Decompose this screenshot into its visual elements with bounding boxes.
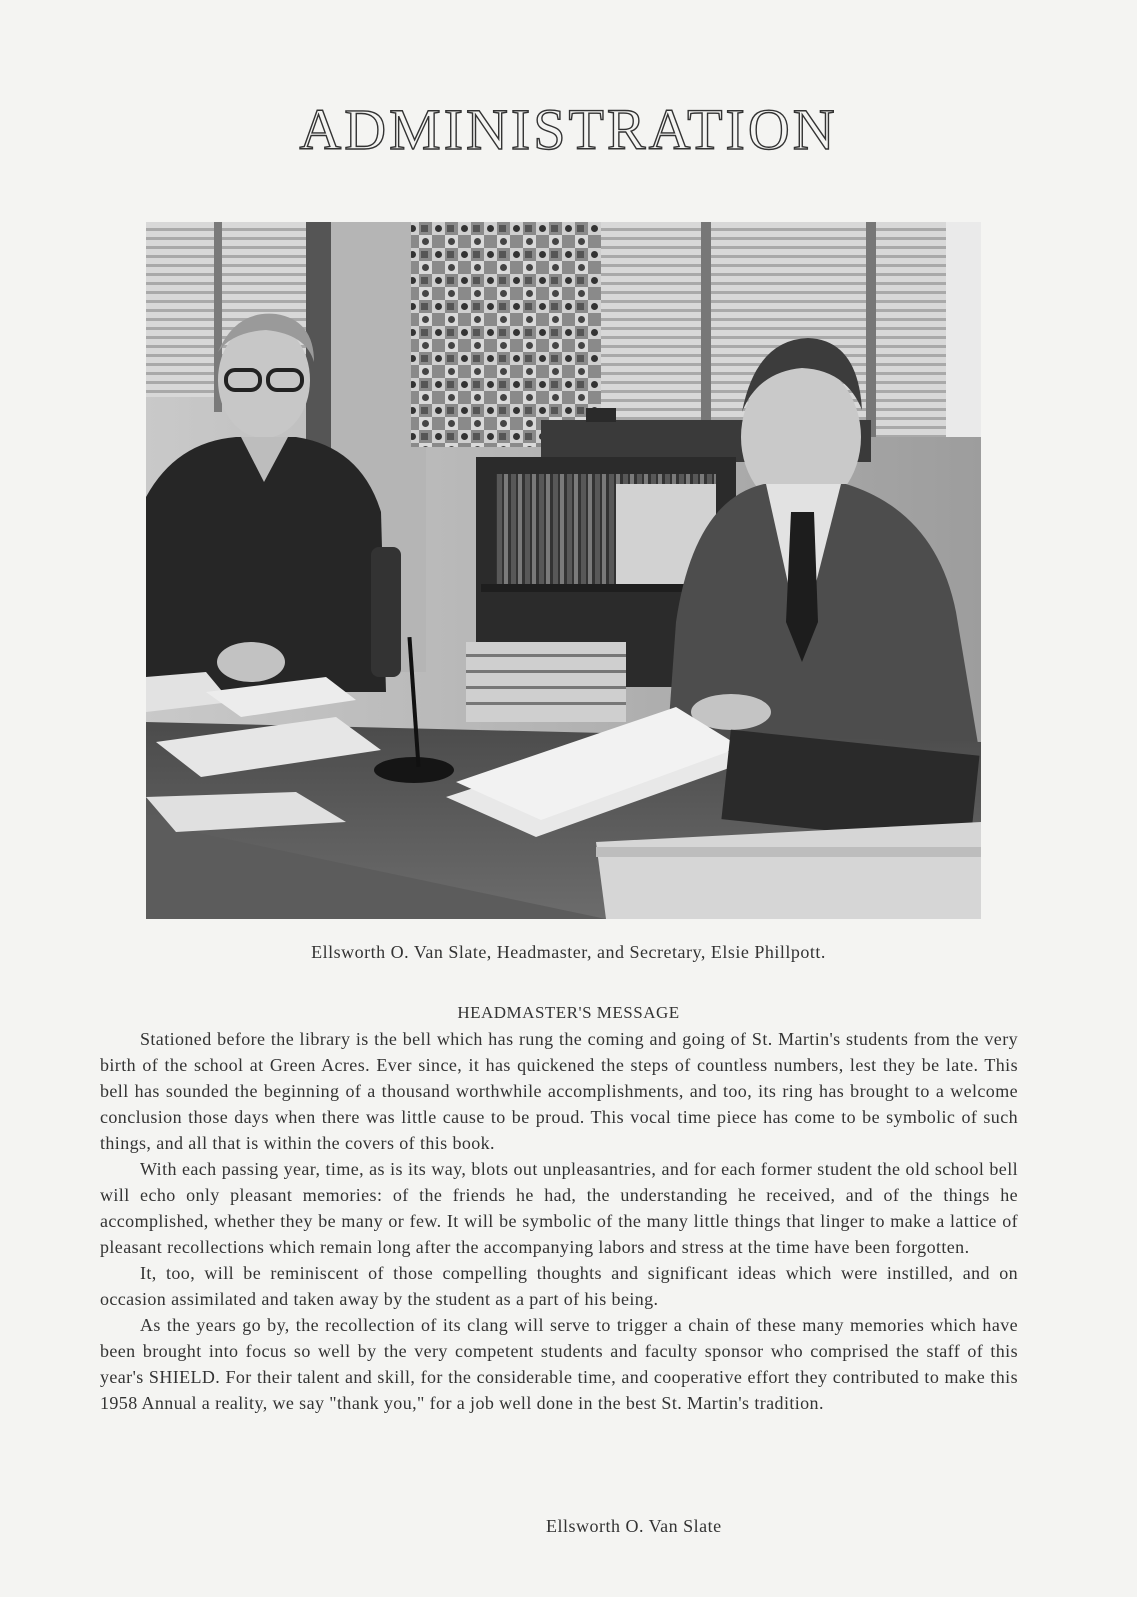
photograph-headmaster-and-secretary: [146, 222, 981, 919]
message-heading: HEADMASTER'S MESSAGE: [457, 1003, 680, 1022]
message-paragraph: Stationed before the library is the bell which has rung the coming and going of St. Martin's students from the very birth of the school at Green Acres. Ever since, it has quickened the steps of countless numbers, lest they be late. This bell has sounded the beginning of a thousand worthwhile accomplishments, and too, its ring has brought to a welcome conclusion those days when there was little cause to be proud. This vocal time piece has come to be symbolic of such things, and all that is within the covers of this book.: [100, 1029, 1018, 1153]
message-paragraph: With each passing year, time, as is its way, blots out unpleasantries, and for each former student the old school bell will echo only pleasant memories: of the friends he had, the understanding he received, and of the things he accomplished, whether they be many or few. It will be symbolic of the many little things that linger to make a lattice of pleasant recollections which remain long after the accompanying labors and stress at the time have been forgotten.: [100, 1159, 1018, 1257]
message-paragraph: It, too, will be reminiscent of those compelling thoughts and significant ideas which were instilled, and on occasion assimilated and taken away by the student as a part of his being.: [100, 1263, 1018, 1309]
message-body: [100, 1026, 1018, 1416]
photo-caption: Ellsworth O. Van Slate, Headmaster, and Secretary, Elsie Phillpott.: [311, 942, 826, 962]
page-title: ADMINISTRATION: [299, 96, 838, 162]
signature: Ellsworth O. Van Slate: [546, 1516, 722, 1536]
message-paragraph: As the years go by, the recollection of its clang will serve to trigger a chain of these many memories which have been brought into focus so well by the very competent students and faculty sponsor who comprised the staff of this year's SHIELD. For their talent and skill, for the considerable time, and cooperative effort they contributed to make this 1958 Annual a reality, we say "thank you," for a job well done in the best St. Martin's tradition.: [100, 1315, 1018, 1413]
